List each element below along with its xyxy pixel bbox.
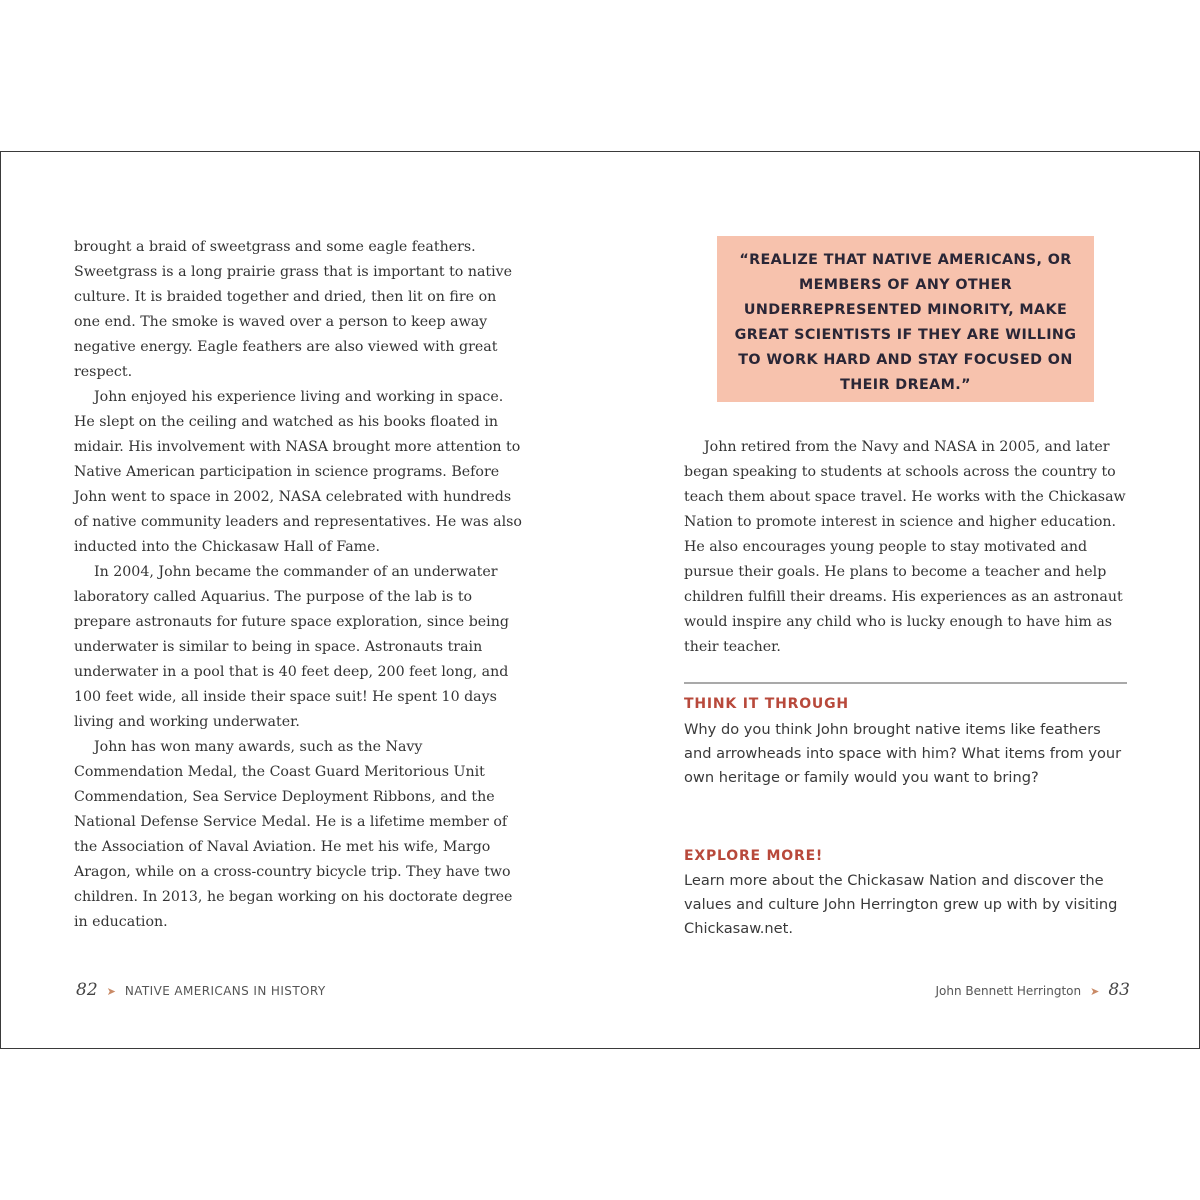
arrow-icon: ➤ [1090,985,1100,998]
left-running-head: NATIVE AMERICANS IN HISTORY [124,984,326,998]
right-running-head: John Bennett Herrington [935,984,1082,998]
left-paragraph-4: John has won many awards, such as the Navy Commendation Medal, the Coast Guard Meritorious Unit Commendation, Sea Service Deployment Ribbons, and the National Defense Service Medal. He is a lifetime member of the Association of Naval Aviation. He met his wife, Margo Aragon, while on a cross-country bicycle trip. They have two children. In 2013, he began working on his doctorate degree in education. [74,739,513,930]
book-spread [0,151,1200,1049]
right-folio [936,980,1130,1000]
right-page-number: 83 [1108,980,1130,1000]
think-text: Why do you think John brought native items like feathers and arrowheads into space with him? What items from your own heritage or family would you want to bring? [684,721,1122,786]
left-page-number: 82 [76,980,98,1000]
left-folio [76,980,326,1000]
think-heading: THINK IT THROUGH [684,696,849,712]
section-divider [684,682,1127,684]
right-page-body [684,435,1129,660]
left-paragraph-2: John enjoyed his experience living and working in space. He slept on the ceiling and watched as his books floated in midair. His involvement with NASA brought more attention to Native American participation in science programs. Before John went to space in 2002, NASA celebrated with hundreds of native community leaders and representatives. He was also inducted into the Chickasaw Hall of Fame. [74,389,522,555]
arrow-icon: ➤ [106,985,116,998]
explore-text: Learn more about the Chickasaw Nation and discover the values and culture John Herrington grew up with by visiting Chickasaw.net. [684,872,1118,937]
pull-quote: “REALIZE THAT NATIVE AMERICANS, OR MEMBERS OF ANY OTHER UNDERREPRESENTED MINORITY, MAKE GREAT SCIENTISTS IF THEY ARE WILLING TO WORK HARD AND STAY FOCUSED ON THEIR DREAM.” [717,236,1094,402]
right-paragraph-1: John retired from the Navy and NASA in 2005, and later began speaking to students at schools across the country to teach them about space travel. He works with the Chickasaw Nation to promote interest in science and higher education. He also encourages young people to stay motivated and pursue their goals. He plans to become a teacher and help children fulfill their dreams. His experiences as an astronaut would inspire any child who is lucky enough to have him as their teacher. [684,439,1126,655]
left-paragraph-1: brought a braid of sweetgrass and some eagle feathers. Sweetgrass is a long prairie grass that is important to native culture. It is braided together and dried, then lit on fire on one end. The smoke is waved over a person to keep away negative energy. Eagle feathers are also viewed with great respect. [74,239,513,380]
explore-heading: EXPLORE MORE! [684,848,824,864]
left-paragraph-3: In 2004, John became the commander of an underwater laboratory called Aquarius. The purpose of the lab is to prepare astronauts for future space exploration, since being underwater is similar to being in space. Astronauts train underwater in a pool that is 40 feet deep, 200 feet long, and 100 feet wide, all inside their space suit! He spent 10 days living and working underwater. [74,564,509,730]
left-page-body [74,235,524,935]
